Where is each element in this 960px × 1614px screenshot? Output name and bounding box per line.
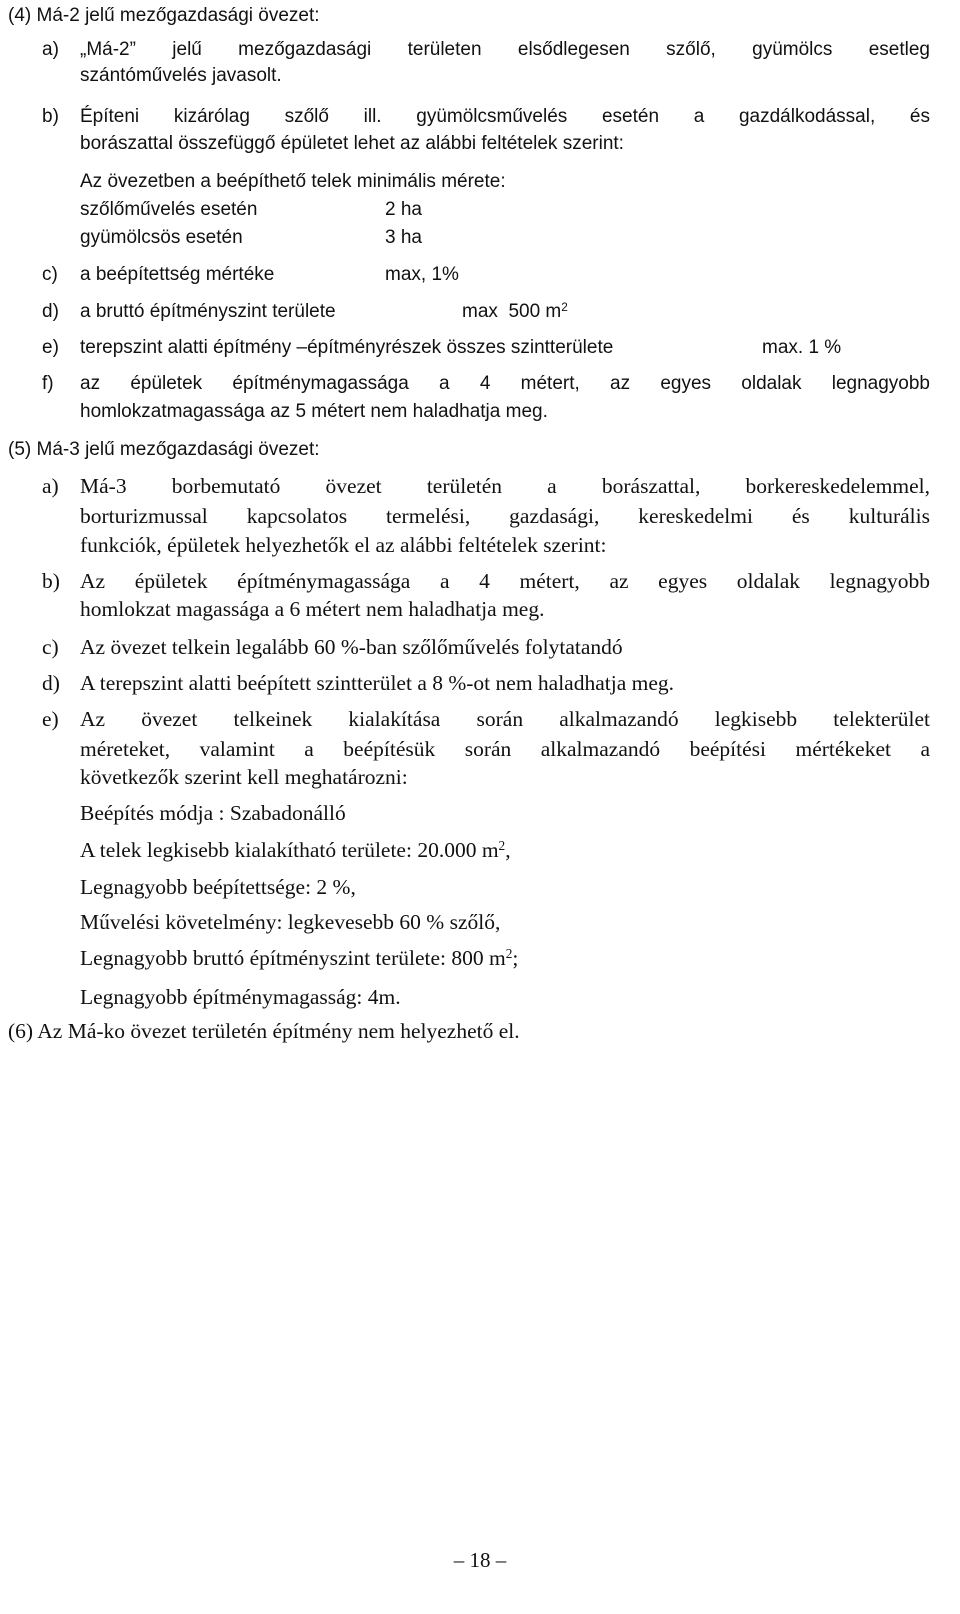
- section-4-heading: (4) Má-2 jelű mezőgazdasági övezet:: [8, 5, 320, 26]
- section-5-c-marker: c): [42, 635, 59, 659]
- section-5-b-marker: b): [42, 569, 60, 593]
- section-4-f-line-2: homlokzatmagassága az 5 métert nem haladhatja meg.: [80, 401, 548, 422]
- max-floor-area-end: ;: [512, 946, 519, 970]
- vine-label: szőlőművelés esetén: [80, 199, 258, 220]
- section-5-e-line-2: [80, 739, 930, 761]
- section-5-e-marker: e): [42, 707, 59, 731]
- section-5-heading: (5) Má-3 jelű mezőgazdasági övezet:: [8, 439, 320, 460]
- section-4-c-label: a beépítettség mértéke: [80, 264, 275, 285]
- section-4-d-value-sup: 2: [561, 300, 568, 314]
- min-plot-area-end: ,: [505, 838, 511, 862]
- section-5-b-line-1: [80, 571, 930, 593]
- section-5-d-text: A terepszint alatti beépített szintterület a 8 %-ot nem haladhatja meg.: [80, 671, 675, 695]
- max-building-height: Legnagyobb építménymagasság: 4m.: [80, 985, 401, 1009]
- fruit-label: gyümölcsös esetén: [80, 227, 243, 248]
- section-4-e-marker: e): [42, 337, 59, 358]
- section-5-b-text-1: Az épületek építménymagassága a 4 métert, az egyes oldalak legnagyobb: [80, 569, 930, 593]
- max-floor-area-text: Legnagyobb bruttó építményszint területe: 800 m: [80, 946, 506, 970]
- section-5-e-text-2: méreteket, valamint a beépítésük során alkalmazandó beépítési mértékeket a: [80, 737, 930, 761]
- section-4-d-label: a bruttó építményszint területe: [80, 301, 336, 322]
- page-number: – 18 –: [453, 1548, 507, 1572]
- section-4-f-text-1: az épületek építménymagassága a 4 métert, az egyes oldalak legnagyobb: [80, 373, 930, 394]
- min-plot-area-text: A telek legkisebb kialakítható területe: 20.000 m: [80, 838, 499, 862]
- section-4-d-marker: d): [42, 301, 59, 322]
- section-5-a-text-1: Má-3 borbemutató övezet területén a borászattal, borkereskedelemmel,: [80, 474, 930, 498]
- section-5-a-line-3: funkciók, épületek helyezhetők el az alábbi feltételek szerint:: [80, 533, 607, 557]
- min-plot-area: [80, 837, 511, 862]
- section-4-b-line-1: [80, 107, 930, 126]
- min-size-title: Az övezetben a beépíthető telek minimális mérete:: [80, 171, 506, 192]
- section-4-b-text-1: Építeni kizárólag szőlő ill. gyümölcsművelés esetén a gazdálkodással, és: [80, 106, 930, 127]
- section-4-b-marker: b): [42, 106, 59, 127]
- max-floor-area: [80, 945, 519, 970]
- section-5-e-text-1: Az övezet telkeinek kialakítása során alkalmazandó legkisebb telekterület: [80, 707, 930, 731]
- section-5-b-line-2: homlokzat magassága a 6 métert nem haladhatja meg.: [80, 597, 545, 621]
- building-mode: Beépítés módja : Szabadonálló: [80, 801, 346, 825]
- section-4-c-value: max, 1%: [385, 264, 459, 285]
- section-6-text: (6) Az Má-ko övezet területén építmény nem helyezhető el.: [8, 1019, 520, 1043]
- section-4-a-text-1: „Má-2” jelű mezőgazdasági területen elsődlegesen szőlő, gyümölcs esetleg: [80, 39, 930, 60]
- section-4-d-value-text: max 500 m: [462, 301, 562, 322]
- max-floor-area-sup: 2: [505, 945, 513, 961]
- section-4-b-line-2: borászattal összefüggő épületet lehet az alábbi feltételek szerint:: [80, 133, 624, 154]
- section-4-a-marker: a): [42, 39, 59, 60]
- min-plot-area-sup: 2: [498, 837, 506, 853]
- vine-value: 2 ha: [385, 199, 422, 220]
- section-4-a-line-1: [80, 40, 930, 59]
- section-5-a-text-2: borturizmussal kapcsolatos termelési, gazdasági, kereskedelmi és kulturális: [80, 504, 930, 528]
- cultivation-requirement: Művelési követelmény: legkevesebb 60 % szőlő,: [80, 910, 501, 934]
- section-4-e-label: terepszint alatti építmény –építményrészek összes szintterülete: [80, 337, 614, 358]
- section-5-a-marker: a): [42, 474, 59, 498]
- section-5-e-line-1: [80, 709, 930, 731]
- section-4-a-line-2: szántóművelés javasolt.: [80, 65, 282, 86]
- section-4-c-marker: c): [42, 264, 58, 285]
- section-4-f-marker: f): [42, 373, 54, 394]
- section-5-c-text: Az övezet telkein legalább 60 %-ban szőlőművelés folytatandó: [80, 635, 623, 659]
- section-4-e-value: max. 1 %: [762, 337, 842, 358]
- section-4-f-line-1: [80, 374, 930, 393]
- max-coverage: Legnagyobb beépítettsége: 2 %,: [80, 875, 356, 899]
- section-5-a-line-1: [80, 476, 930, 498]
- section-5-e-line-3: következők szerint kell meghatározni:: [80, 765, 408, 789]
- fruit-value: 3 ha: [385, 227, 422, 248]
- section-5-a-line-2: [80, 506, 930, 528]
- section-5-d-marker: d): [42, 671, 60, 695]
- section-4-d-value: [462, 302, 568, 321]
